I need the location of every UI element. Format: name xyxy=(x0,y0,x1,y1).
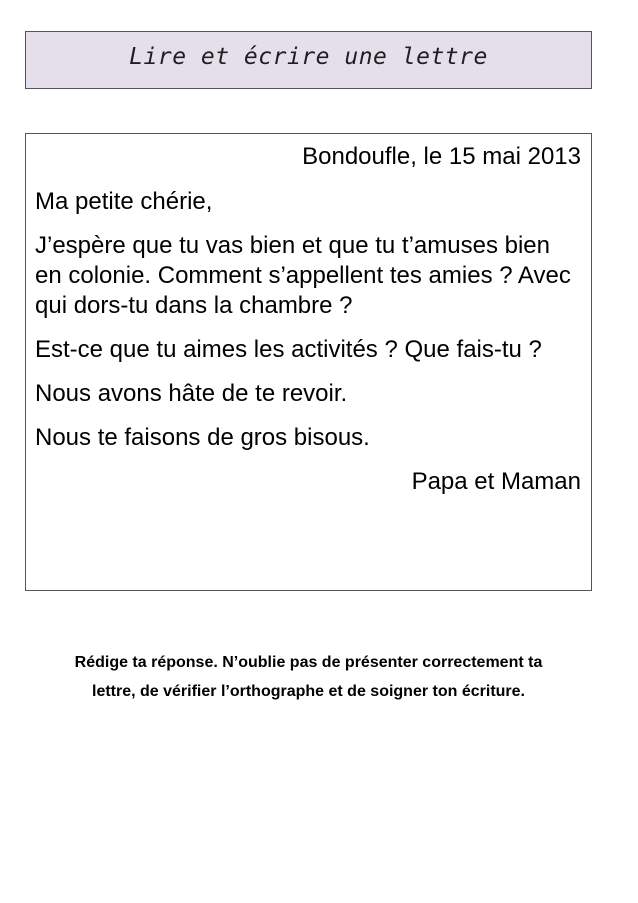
letter-date: Bondoufle, le 15 mai 2013 xyxy=(302,143,581,170)
letter-greeting: Ma petite chérie, xyxy=(35,188,213,215)
instructions-line: lettre, de vérifier l’orthographe et de soigner ton écriture. xyxy=(92,683,525,700)
letter-paragraph: Nous avons hâte de te revoir. xyxy=(35,380,348,407)
instructions-line: Rédige ta réponse. N’oublie pas de présenter correctement ta xyxy=(74,654,543,671)
page-title: Lire et écrire une lettre xyxy=(129,44,488,70)
instructions xyxy=(25,648,592,706)
letter-paragraph: Est-ce que tu aimes les activités ? Que fais-tu ? xyxy=(35,336,542,363)
title-box xyxy=(25,31,592,89)
letter-paragraph: Nous te faisons de gros bisous. xyxy=(35,424,370,451)
letter-signature: Papa et Maman xyxy=(411,468,581,495)
letter-paragraph: J’espère que tu vas bien et que tu t’amuses bien en colonie. Comment s’appellent tes amies ? Avec qui dors-tu dans la chambre ? xyxy=(35,232,571,319)
letter-box xyxy=(25,133,592,591)
